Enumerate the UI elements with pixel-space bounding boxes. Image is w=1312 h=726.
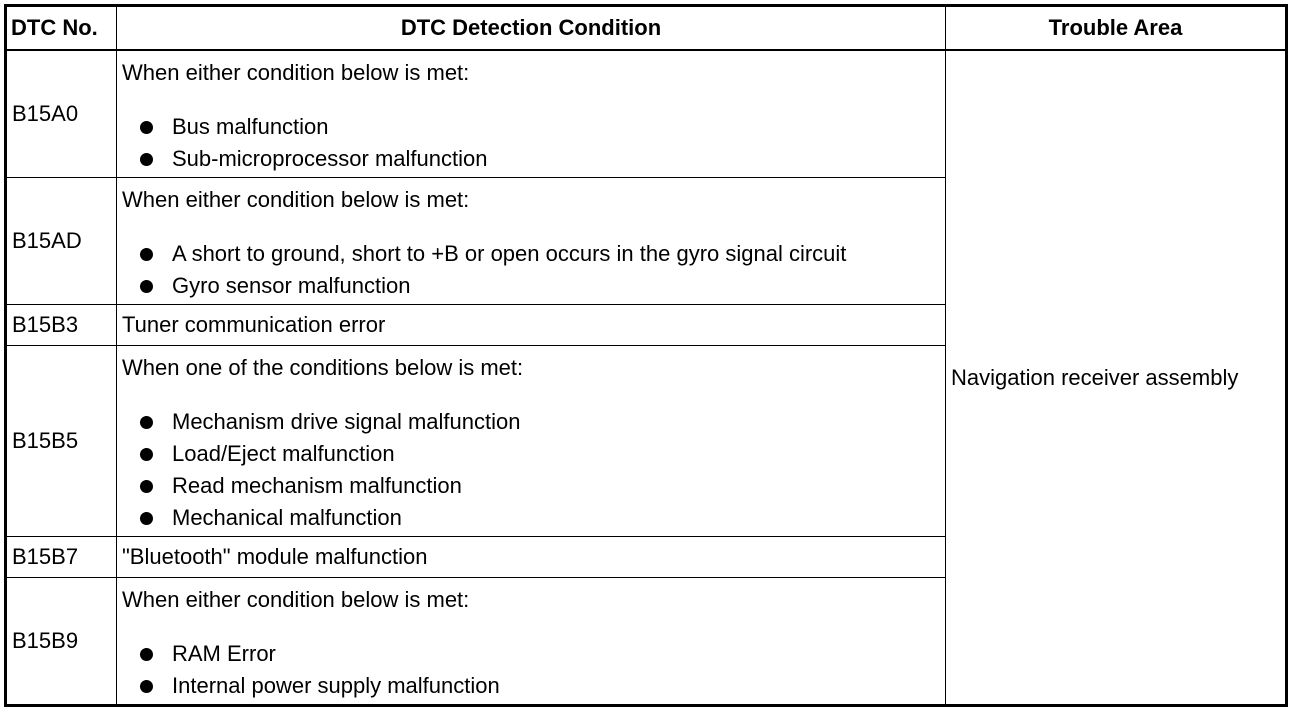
header-dtc-no: DTC No.: [7, 7, 117, 51]
header-trouble-area: Trouble Area: [946, 7, 1286, 51]
bullet-icon: [140, 280, 153, 293]
detection-condition: [117, 178, 946, 305]
bullet-icon: [140, 121, 153, 134]
list-item: [122, 270, 940, 302]
list-item: [122, 470, 940, 502]
condition-text: Mechanical malfunction: [172, 505, 402, 530]
table-header-row: [7, 7, 1286, 51]
bullet-icon: [140, 416, 153, 429]
condition-intro: When one of the conditions below is met:: [122, 355, 524, 380]
dtc-code: B15B5: [7, 346, 117, 537]
list-item: [122, 502, 940, 534]
condition-text: RAM Error: [172, 641, 276, 666]
condition-intro: When either condition below is met:: [122, 587, 470, 612]
condition-intro: When either condition below is met:: [122, 187, 470, 212]
condition-list: [122, 111, 940, 175]
condition-intro: When either condition below is met:: [122, 60, 470, 85]
bullet-icon: [140, 480, 153, 493]
bullet-icon: [140, 248, 153, 261]
list-item: [122, 670, 940, 702]
list-item: [122, 438, 940, 470]
detection-condition: Tuner communication error: [117, 305, 946, 346]
condition-text: Gyro sensor malfunction: [172, 273, 411, 298]
condition-list: [122, 238, 940, 302]
condition-text: Internal power supply malfunction: [172, 673, 500, 698]
condition-text: Load/Eject malfunction: [172, 441, 395, 466]
bullet-icon: [140, 648, 153, 661]
condition-text: A short to ground, short to +B or open occurs in the gyro signal circuit: [172, 241, 847, 266]
detection-condition: [117, 50, 946, 178]
list-item: [122, 406, 940, 438]
condition-list: [122, 638, 940, 702]
bullet-icon: [140, 448, 153, 461]
list-item: [122, 638, 940, 670]
detection-condition: [117, 346, 946, 537]
condition-text: Mechanism drive signal malfunction: [172, 409, 521, 434]
dtc-code: B15AD: [7, 178, 117, 305]
detection-condition: "Bluetooth" module malfunction: [117, 537, 946, 578]
dtc-code: B15A0: [7, 50, 117, 178]
list-item: [122, 111, 940, 143]
condition-text: Sub-microprocessor malfunction: [172, 146, 488, 171]
bullet-icon: [140, 153, 153, 166]
condition-text: Bus malfunction: [172, 114, 329, 139]
dtc-code: B15B3: [7, 305, 117, 346]
dtc-code: B15B7: [7, 537, 117, 578]
table-row: [7, 50, 1286, 178]
trouble-area: Navigation receiver assembly: [946, 50, 1286, 705]
header-detection-condition: DTC Detection Condition: [117, 7, 946, 51]
dtc-code: B15B9: [7, 578, 117, 705]
condition-text: Read mechanism malfunction: [172, 473, 462, 498]
bullet-icon: [140, 512, 153, 525]
list-item: [122, 143, 940, 175]
bullet-icon: [140, 680, 153, 693]
condition-list: [122, 406, 940, 534]
detection-condition: [117, 578, 946, 705]
dtc-table: [6, 6, 1286, 705]
list-item: [122, 238, 940, 270]
